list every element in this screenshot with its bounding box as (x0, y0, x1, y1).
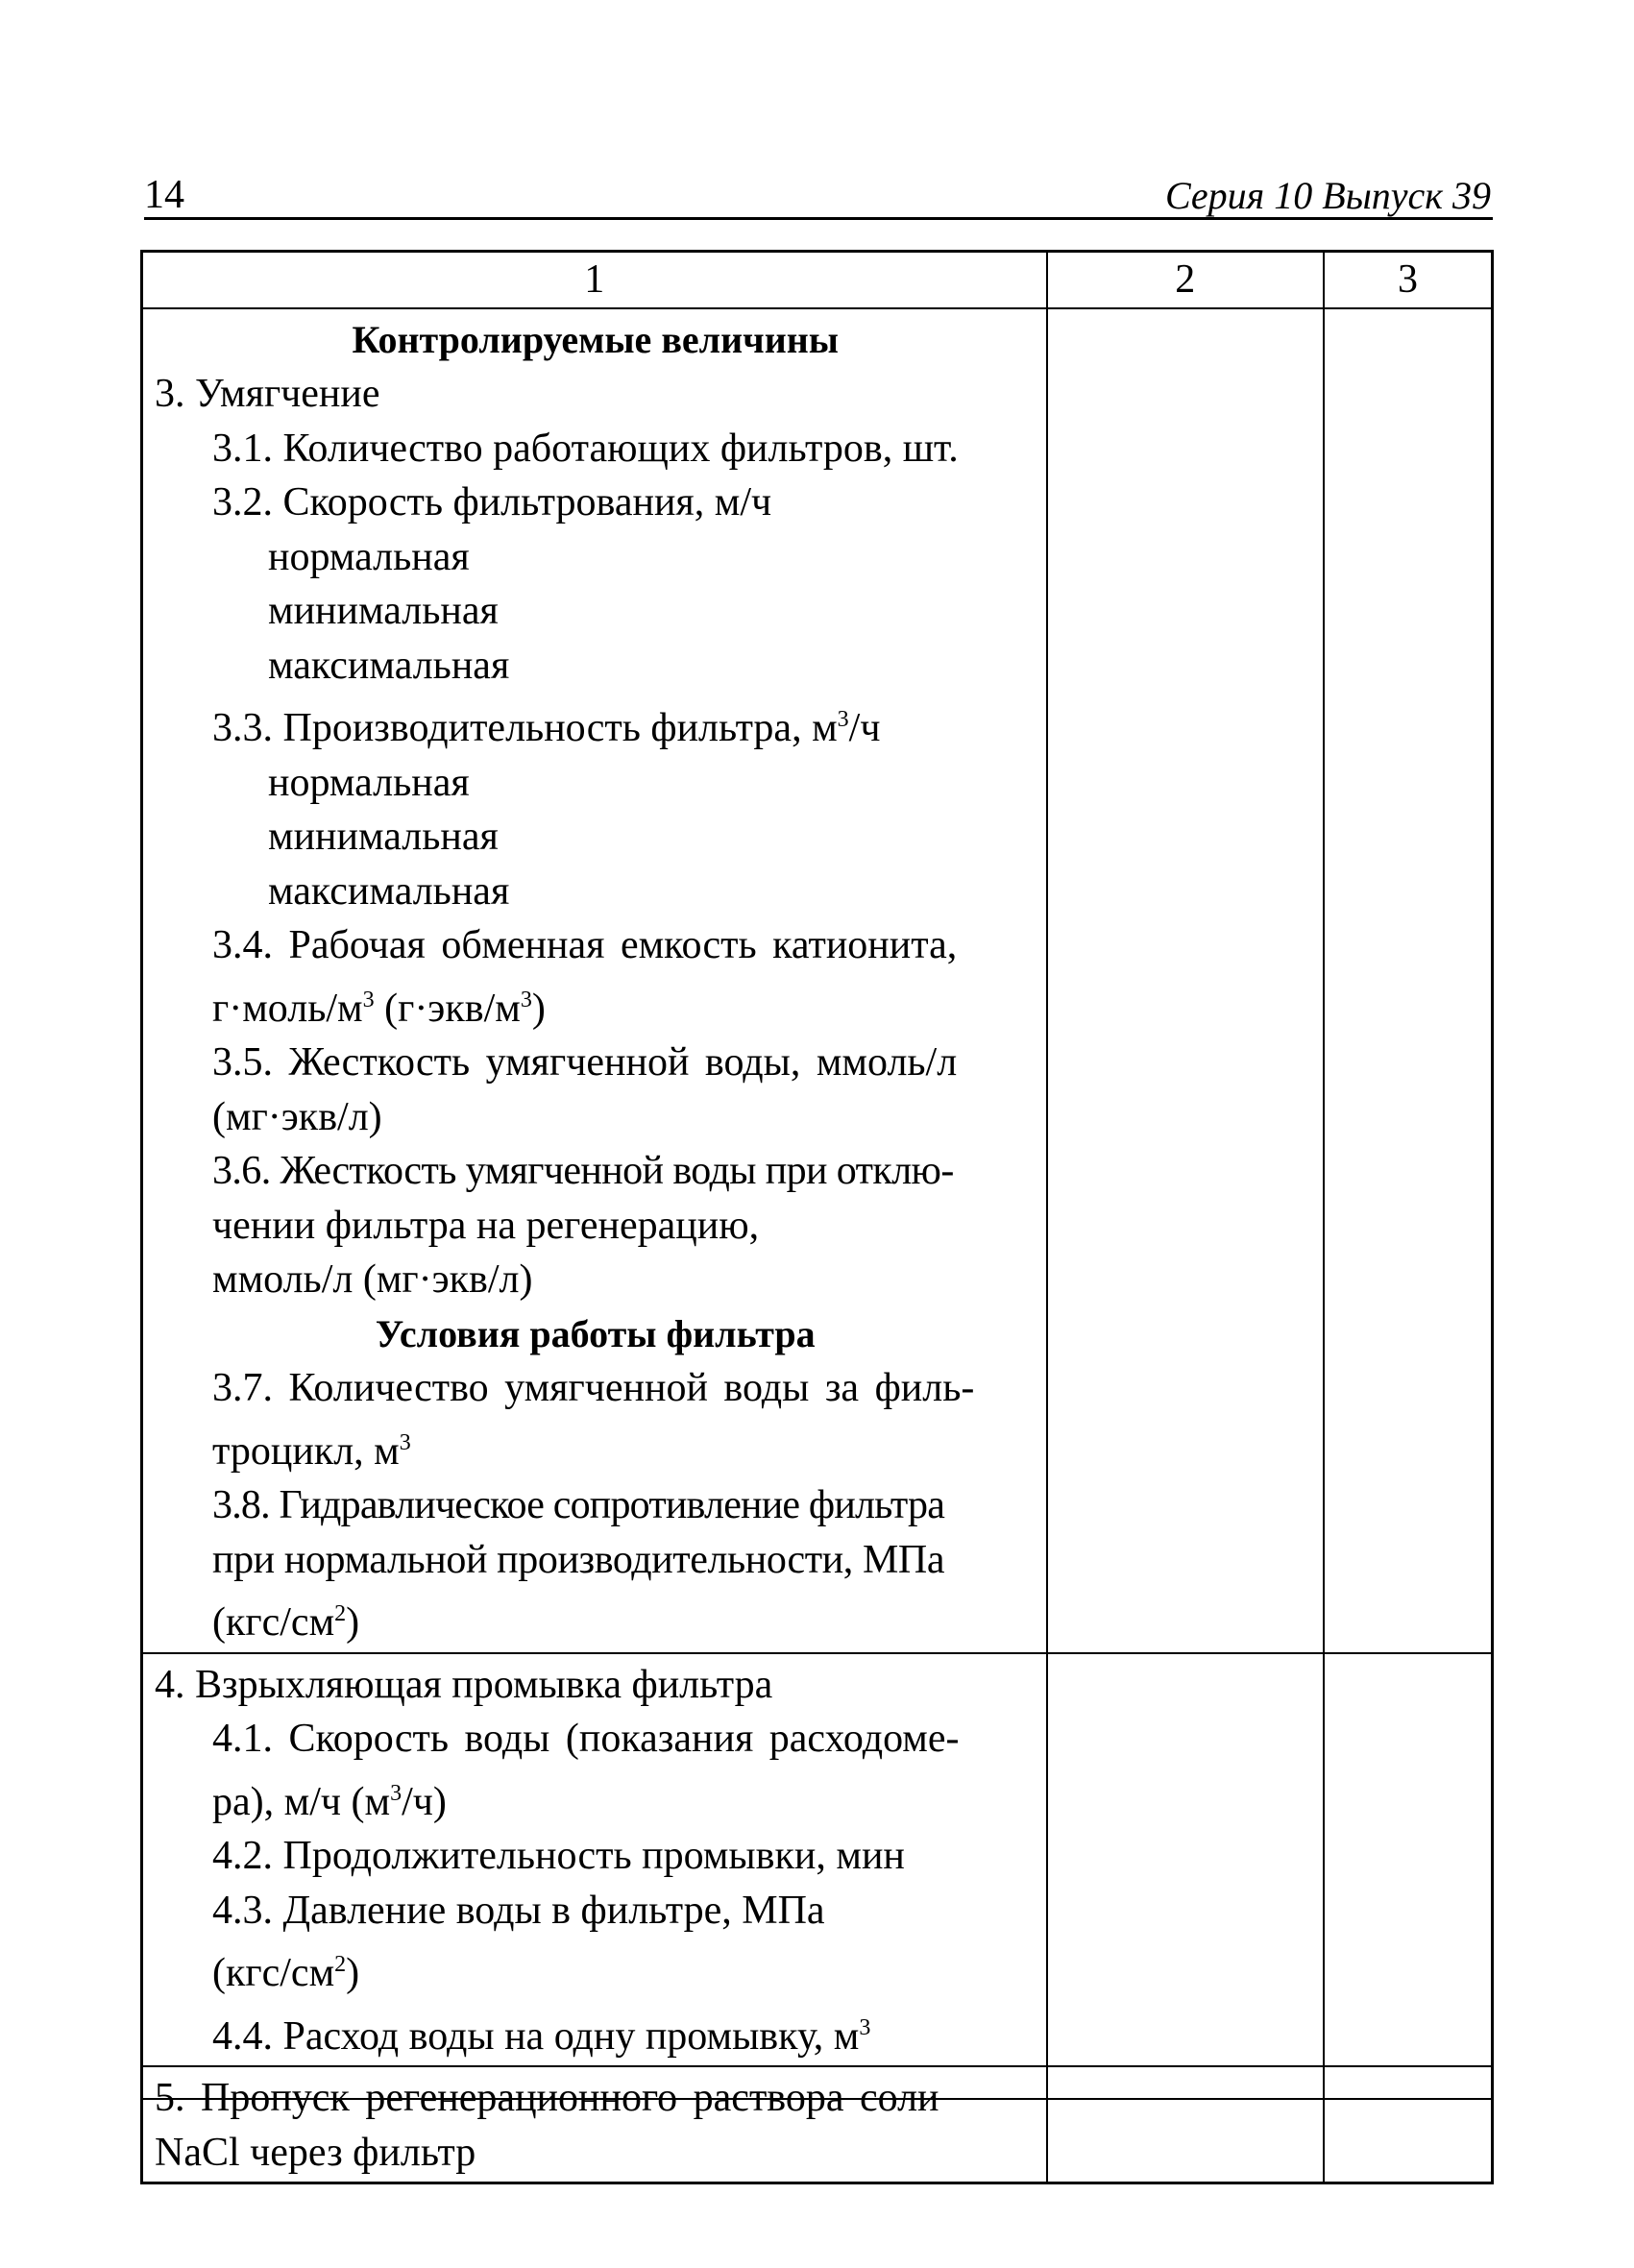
item-3-5-line2: (мг·экв/л) (212, 1094, 382, 1139)
series-title: Серия 10 Выпуск 39 (1164, 174, 1491, 217)
section-3-col-2 (1047, 308, 1325, 1653)
item-4-3-unit-a: (кгс/см (212, 1951, 335, 1995)
item-3-4-unit-c: ) (531, 986, 546, 1031)
item-4-4-sup: 3 (859, 2014, 871, 2040)
section-5-cell (142, 2066, 1047, 2183)
heading-controlled-values: Контролируемые величины (352, 317, 840, 361)
item-3-7-line2 (155, 1416, 1036, 1479)
item-3-8-line2: при нормальной производительности, МПа (212, 1537, 945, 1582)
item-4-3-line1: 4.3. Давление воды в фильтре, МПа (212, 1888, 825, 1933)
item-3-8-unit-b: ) (346, 1600, 360, 1645)
section-3-cell (142, 308, 1047, 1653)
item-3-3 (155, 693, 1036, 756)
section-5-line1: 5. Пропуск регенерационного раствора соли (155, 2076, 939, 2120)
item-3-4-line2 (155, 973, 1036, 1036)
table-row-section-3 (142, 308, 1493, 1653)
item-4-1-unit: /ч) (402, 1779, 447, 1824)
item-4-2: 4.2. Продолжительность промывки, мин (212, 1834, 905, 1878)
item-4-1-sup: 3 (390, 1780, 402, 1806)
heading-filter-conditions: Условия работы фильтра (375, 1311, 816, 1355)
item-4-1-text: ра), м/ч (м (212, 1779, 391, 1824)
item-3-8-line1: 3.8. Гидравлическое сопротивление фильтра (212, 1483, 945, 1527)
item-3-3-max: максимальная (268, 868, 510, 914)
item-3-4-unit-b: (г·экв/м (374, 986, 521, 1031)
item-3-6-line2: чении фильтра на регенерацию, (212, 1203, 760, 1248)
item-3-7-sup: 3 (399, 1429, 411, 1455)
item-3-6-line3: ммоль/л (мг·экв/л) (212, 1257, 533, 1302)
table-row-section-4 (142, 1653, 1493, 2067)
item-3-1: 3.1. Количество работающих фильтров, шт. (212, 426, 959, 471)
parameters-table (140, 250, 1494, 2184)
item-3-7-text: троцикл, м (212, 1428, 400, 1474)
item-4-3-sup: 2 (334, 1952, 347, 1977)
section-4-title: 4. Взрыхляющая промывка фильтра (155, 1662, 773, 1707)
item-3-5-line1: 3.5. Жесткость умягченной воды, ммоль/л (212, 1040, 958, 1085)
item-3-4-unit-a: г·моль/м (212, 986, 363, 1031)
item-4-1-line1: 4.1. Скорость воды (показания расходоме- (212, 1717, 960, 1761)
item-4-3-line2 (155, 1938, 1036, 2001)
section-3-title: 3. Умягчение (155, 372, 380, 416)
item-3-4-line1: 3.4. Рабочая обменная емкость катионита, (212, 923, 958, 967)
section-4-col-3 (1324, 1653, 1492, 2067)
section-5-col-2 (1047, 2066, 1325, 2183)
item-3-3-min: минимальная (268, 815, 499, 859)
item-3-2-min: минимальная (268, 589, 499, 633)
column-header-2: 2 (1047, 252, 1325, 308)
page-number: 14 (144, 173, 184, 217)
item-3-7-line1: 3.7. Количество умягченной воды за филь- (212, 1366, 975, 1410)
item-3-3-text: 3.3. Производительность фильтра, м (212, 706, 838, 750)
item-3-8-unit-a: (кгс/см (212, 1600, 335, 1645)
item-4-3-unit-b: ) (346, 1951, 360, 1995)
section-3-col-3 (1324, 308, 1492, 1653)
item-3-8-sup: 2 (334, 1601, 347, 1626)
table-row-section-5 (142, 2066, 1493, 2183)
item-3-4-sup2: 3 (520, 987, 532, 1012)
item-3-6-line1: 3.6. Жесткость умягченной воды при отклю- (212, 1149, 954, 1193)
column-header-1: 1 (142, 252, 1047, 308)
item-3-8-line3 (155, 1587, 1036, 1650)
item-3-2-normal: нормальная (268, 534, 470, 579)
item-4-4-text: 4.4. Расход воды на одну промывку, м (212, 2013, 860, 2059)
item-3-2: 3.2. Скорость фильтрования, м/ч (212, 480, 772, 524)
item-3-2-max: максимальная (268, 643, 510, 688)
item-3-4-sup1: 3 (362, 987, 375, 1012)
column-header-3: 3 (1324, 252, 1492, 308)
item-3-3-normal: нормальная (268, 760, 470, 805)
section-5-col-3 (1324, 2066, 1492, 2183)
section-5-line2: NaCl через фильтр (155, 2130, 476, 2175)
item-4-1-line2 (155, 1767, 1036, 1830)
item-3-3-unit: /ч (848, 706, 881, 750)
item-3-3-sup: 3 (837, 707, 849, 732)
section-4-cell (142, 1653, 1047, 2067)
table-header-row (142, 252, 1493, 308)
page-header (144, 163, 1493, 220)
bottom-rule (140, 2098, 1494, 2100)
section-4-col-2 (1047, 1653, 1325, 2067)
item-4-4 (155, 2001, 1036, 2064)
